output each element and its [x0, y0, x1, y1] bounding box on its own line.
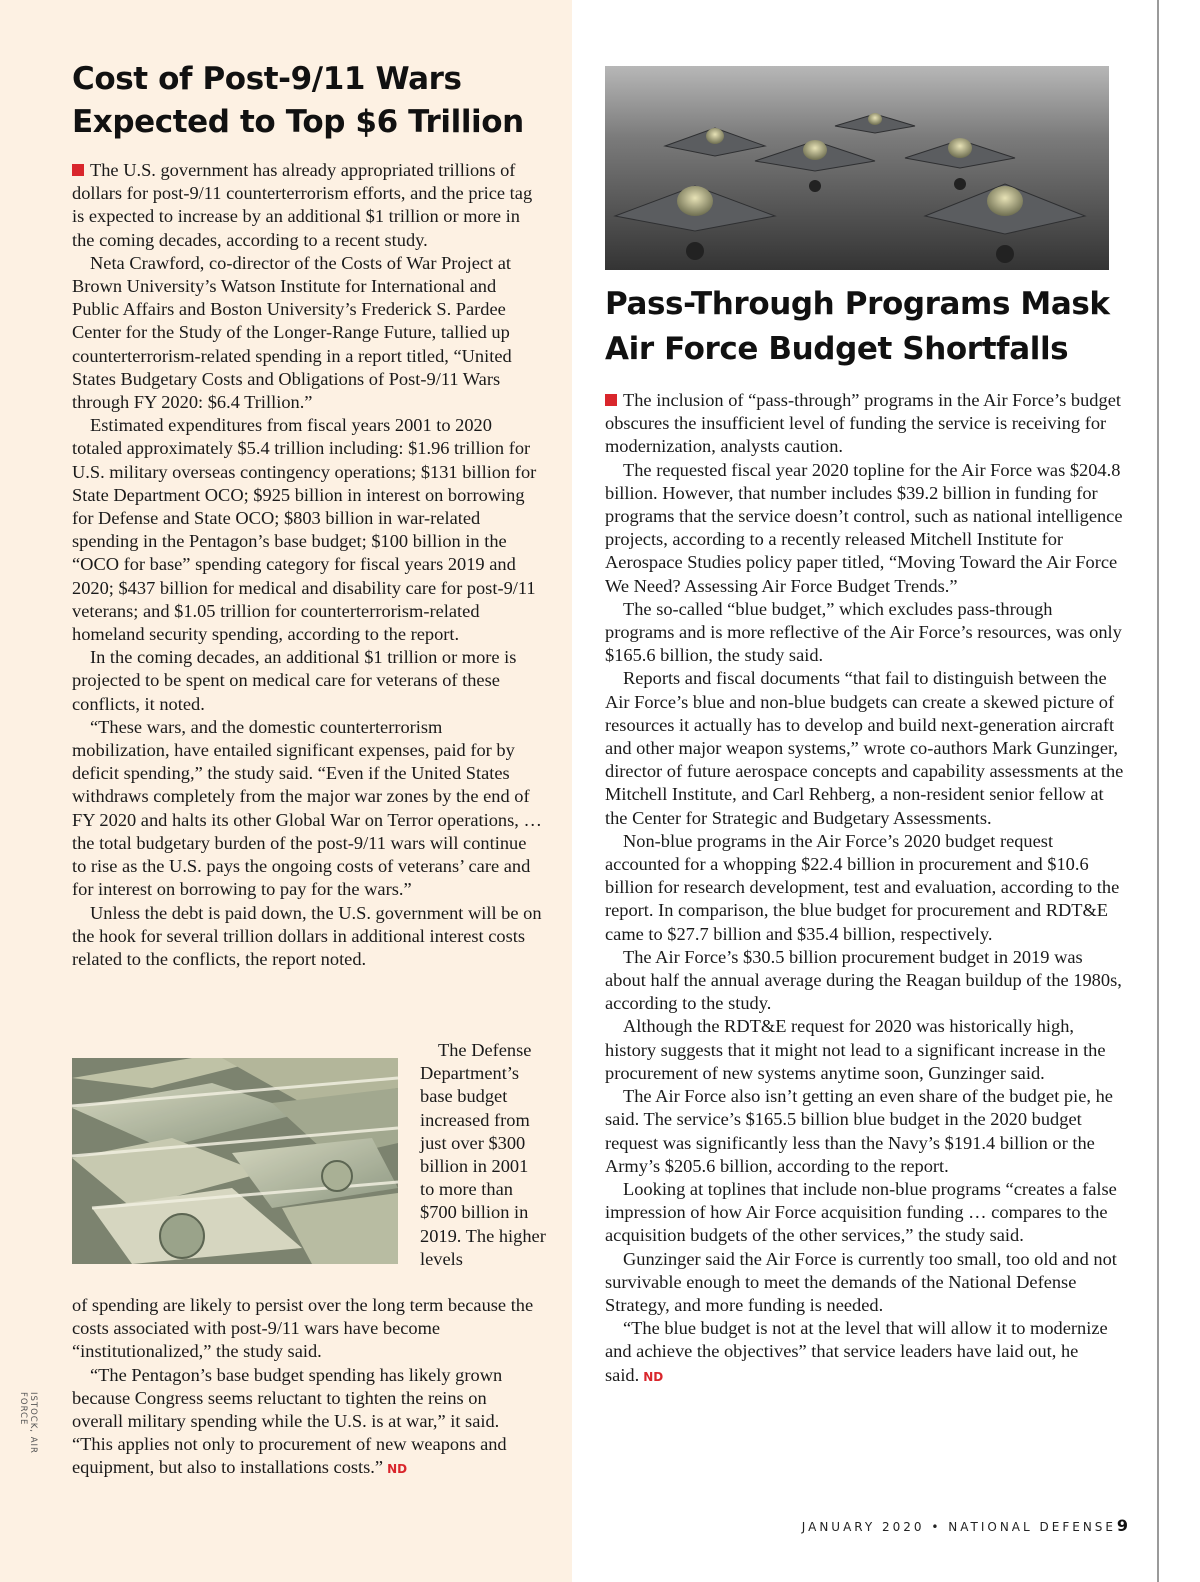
left-article-body-top	[72, 159, 542, 971]
paragraph: Neta Crawford, co-director of the Costs of War Project at Brown University’s Watson Institute for International and Public Affairs and Boston University’s Frederick S. Pardee Center for the Study of the Longer-Range Future, tallied up counterterrorism-related spending in a report titled, “United States Budgetary Costs and Obligations of Post-9/11 Wars through FY 2020: $6.4 Trillion.”	[72, 252, 512, 413]
paragraph: of spending are likely to persist over the long term because the costs associated with post-9/11 wars have become “institutionalized,” the study said.	[72, 1295, 534, 1362]
paragraph: Looking at toplines that include non-blue programs “creates a false impression of how Air Force acquisition funding … compares to the acquisition budgets of the other services,” the study said.	[605, 1178, 1117, 1246]
paragraph: Gunzinger said the Air Force is currently too small, too old and not survivable enough to meet the demands of the National Defense Strategy, and more funding is needed.	[605, 1248, 1117, 1315]
paragraph: In the coming decades, an additional $1 trillion or more is projected to be spent on medical care for veterans of these conflicts, it noted.	[72, 647, 517, 714]
paragraph: Unless the debt is paid down, the U.S. government will be on the hook for several trillion dollars in additional interest costs related to the conflicts, the report noted.	[72, 902, 542, 969]
red-square-bullet-icon	[72, 164, 84, 176]
left-title-line2: Expected to Top $6 Trillion	[72, 104, 524, 140]
paragraph: Estimated expenditures from fiscal years 2001 to 2020 totaled approximately $5.4 trillion including: $1.96 trillion for U.S. military overseas contingency operations; $131 billion for State Department OCO; $925 billion in interest on borrowing for Defense and State OCO; $803 billion in war-related spending in the Pentagon’s base budget; $100 billion in the “OCO for base” spending category for fiscal years 2019 and 2020; $437 billion for medical and disability care for post-9/11 veterans; and $1.05 trillion for counterterrorism-related homeland security spending, according to the report.	[72, 415, 537, 645]
red-square-bullet-icon	[605, 394, 617, 406]
left-article-body-bottom	[72, 1294, 542, 1482]
paragraph: The Air Force also isn’t getting an even share of the budget pie, he said. The service’s $165.5 billion blue budget in the 2020 budget request was significantly less than the Navy’s $191.4 billion or the Army’s $205.6 billion, according to the report.	[605, 1086, 1113, 1176]
photo-credit: ISTOCK, AIR FORCE	[18, 1392, 38, 1454]
running-footer: JANUARY 2020 • NATIONAL DEFENSE	[801, 1520, 1116, 1534]
paragraph: “The blue budget is not at the level that will allow it to modernize and achieve the objectives” that service leaders have laid out, he said. ND	[605, 1318, 1108, 1385]
right-article-title	[605, 282, 1125, 372]
paragraph: “These wars, and the domestic counterterrorism mobilization, have entailed significant expenses, paid for by deficit spending,” the study said. “Even if the United States withdraws completely from the major war zones by the end of FY 2020 and halts its other Global War on Terror operations, … the total budgetary burden of the post-9/11 wars will continue to rise as the U.S. pays the ongoing costs of veterans’ care and for interest on borrowing to pay for the wars.”	[72, 716, 542, 900]
paragraph: “The Pentagon’s base budget spending has likely grown because Congress seems reluctant to tighten the reins on overall military spending while the U.S. is at war,” it said. “This applies not only to procurement of new weapons and equipment, but also to installations costs.” ND	[72, 1364, 507, 1478]
page-number: 9	[1116, 1516, 1128, 1535]
left-article-wrap-text	[420, 1039, 546, 1271]
paragraph: The U.S. government has already appropriated trillions of dollars for post-9/11 counterterrorism efforts, and the price tag is expected to increase by an additional $1 trillion or more in the coming decades, according to a recent study.	[72, 160, 533, 250]
nd-end-mark: ND	[643, 1369, 664, 1384]
right-article-body	[605, 389, 1125, 1389]
money-stacks-image	[72, 1058, 398, 1264]
paragraph: The requested fiscal year 2020 topline for the Air Force was $204.8 billion. However, that number includes $39.2 billion in funding for programs that the service doesn’t control, such as national intelligence projects, according to a recently released Mitchell Institute for Aerospace Studies policy paper titled, “Moving Toward the Air Force We Need? Assessing Air Force Budget Trends.”	[605, 459, 1123, 596]
paragraph: Non-blue programs in the Air Force’s 2020 budget request accounted for a whopping $22.4 billion in procurement and $10.6 billion for research development, test and evaluation, according to the report. In comparison, the blue budget for procurement and RDT&E came to $27.7 billion and $35.4 billion, respectively.	[605, 830, 1120, 944]
left-title-line1: Cost of Post-9/11 Wars	[72, 61, 462, 97]
paragraph: The Air Force’s $30.5 billion procurement budget in 2019 was about half the annual average during the Reagan buildup of the 1980s, according to the study.	[605, 946, 1122, 1014]
money-stacks-photo	[72, 1058, 398, 1264]
fighter-jets-image	[605, 66, 1109, 270]
nd-end-mark: ND	[387, 1462, 408, 1477]
left-article-title	[72, 58, 552, 144]
paragraph: The inclusion of “pass-through” programs in the Air Force’s budget obscures the insufficient level of funding the service is receiving for modernization, analysts caution.	[605, 390, 1121, 457]
paragraph: Although the RDT&E request for 2020 was historically high, history suggests that it might not lead to a significant increase in the procurement of new systems anytime soon, Gunzinger said.	[605, 1016, 1106, 1083]
page-edge-rule	[1157, 0, 1159, 1582]
right-title-line2: Air Force Budget Shortfalls	[605, 331, 1069, 367]
paragraph: The Defense Department’s base budget increased from just over $300 billion in 2001 to more than $700 billion in 2019. The higher levels	[420, 1040, 546, 1269]
fighter-jets-photo	[605, 66, 1109, 270]
paragraph: Reports and fiscal documents “that fail to distinguish between the Air Force’s blue and non-blue budgets can create a skewed picture of resources it actually has to develop and build next-generation aircraft and other major weapon systems,” wrote co-authors Mark Gunzinger, director of future aerospace concepts and capability assessments at the Mitchell Institute, and Carl Rehberg, a non-resident senior fellow at the Center for Strategic and Budgetary Assessments.	[605, 668, 1124, 828]
paragraph: The so-called “blue budget,” which excludes pass-through programs and is more reflective of the Air Force’s resources, was only $165.6 billion, the study said.	[605, 598, 1122, 666]
right-title-line1: Pass-Through Programs Mask	[605, 286, 1110, 322]
